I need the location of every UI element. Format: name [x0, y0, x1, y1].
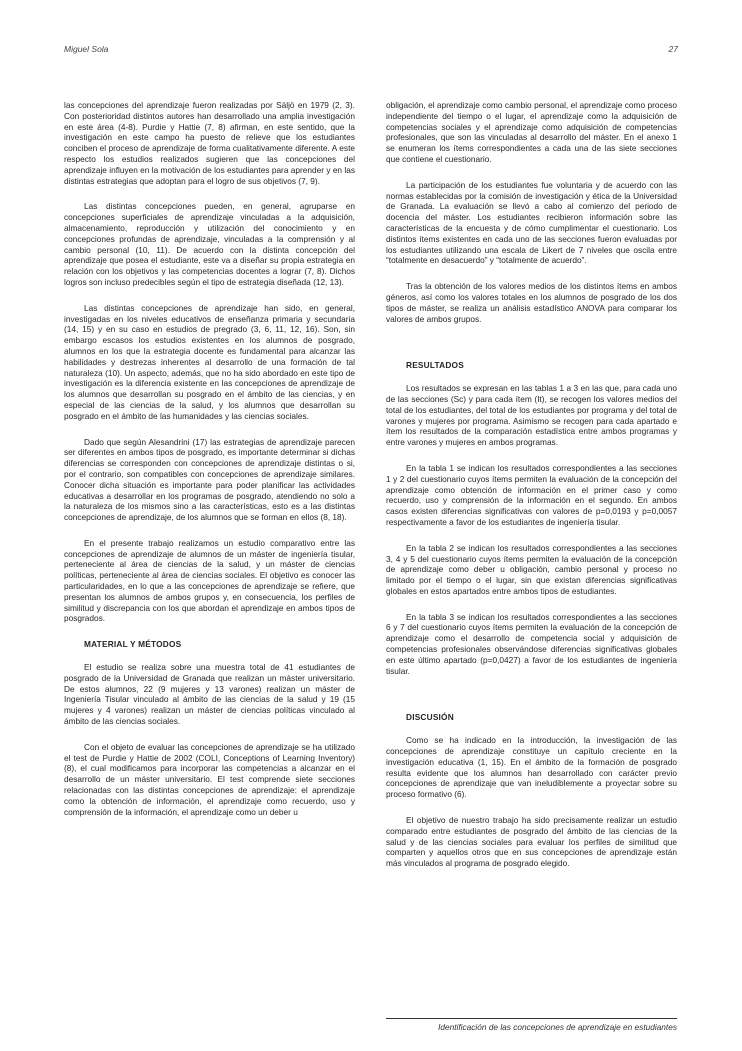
- footer-running-title: Identificación de las concepciones de aprendizaje en estudiantes: [438, 1022, 677, 1032]
- paragraph: En la tabla 1 se indican los resultados correspondientes a las secciones 1 y 2 del cuestionario cuyos ítems permiten la evaluación de la concepción del aprendizaje como obtención de información en el primer caso y como recuerdo, uso y comprensión de la información en el segundo. En ambos casos existen diferencias significativas con valores de p=0,0193 y p=0,0057 respectivamente a favor de los estudiantes de ingeniería tisular.: [386, 462, 677, 527]
- section-heading-discussion: DISCUSIÓN: [406, 712, 454, 723]
- paragraph: Como se ha indicado en la introducción, la investigación de las concepciones de aprendizaje constituye un capítulo creciente en la investigación educativa (1, 15). En el ámbito de la formación de posgrado resulta evidente que los alumnos han desarrollado con carácter previo concepciones de aprendizaje que van ineludiblemente a proyectar sobre su proceso formativo (6).: [386, 735, 677, 800]
- paragraph: Dado que según Alesandrini (17) las estrategias de aprendizaje parecen ser diferentes en ambos tipos de posgrado, es importante determinar si dichas diferencias se corresponden con concepciones de aprendizaje distintas o si, por el contrario, son compatibles con concepciones de aprendizaje similares. Conocer dicha situación es importante para poder planificar las actividades educativas a desarrollar en los programas de posgrado, atendiendo no solo a la naturaleza de los mismos sino a las características, esto es a las distintas concepciones de aprendizaje, de los alumnos que se forman en ellos (8, 18).: [64, 436, 355, 523]
- paragraph: El objetivo de nuestro trabajo ha sido precisamente realizar un estudio comparado entre estudiantes de posgrado del ámbito de las ciencias de la salud y de las ciencias sociales para evaluar los perfiles de similitud que comparten y aquellos otros que en sus concepciones de aprendizaje están más vinculados al programa de posgrado elegido.: [386, 815, 677, 869]
- paragraph: Con el objeto de evaluar las concepciones de aprendizaje se ha utilizado el test de Purdie y Hattie de 2002 (COLI, Conceptions of Learning Inventory) (8), el cual modificamos para incorporar las competencias a alcanzar en el desarrollo de un máster universitario. El test comprende siete secciones relacionadas con las distintas concepciones de aprendizaje: el aprendizaje como la obtención de información, el aprendizaje como recuerdo, uso y comprensión de la información, el aprendizaje como un deber u: [64, 741, 355, 817]
- header-author: Miguel Sola: [64, 44, 109, 54]
- paragraph: Las distintas concepciones de aprendizaje han sido, en general, investigadas en los niveles educativos de enseñanza primaria y secundaria (14, 15) y en su caso en estudios de pregrado (3, 6, 11, 12, 16). Son, sin embargo escasos los estudios existentes en los alumnos de posgrado, alumnos en los que la estrategia docente es fundamental para alcanzar las habilidades y destrezas inherentes al desarrollo de una formación de tal naturaleza (10). Un aspecto, además, que no ha sido abordado en este tipo de investigación es la diferencia existente en las concepciones de aprendizaje de los alumnos que desarrollan su posgrado en el ámbito de las ciencias, y en especial de las ciencias de la salud, y los alumnos que desarrollan su posgrado en el ámbito de las humanidades y las ciencias sociales.: [64, 302, 355, 421]
- paragraph: las concepciones del aprendizaje fueron realizadas por Säljö en 1979 (2, 3). Con posterioridad distintos autores han desarrollado una amplia investigación en este área (4-8). Purdie y Hattie (7, 8) afirman, en este sentido, que la investigación en este campo ha puesto de relieve que los estudiantes conciben el proceso de aprendizaje de forma cualitativamente diferente. A este respecto los estudios realizados sugieren que las concepciones del aprendizaje influyen en la motivación de los estudiantes para aprender y en las distintas estrategias que adoptan para el logro de sus objetivos (7, 9).: [64, 100, 355, 186]
- section-heading-methods: MATERIAL Y MÉTODOS: [84, 639, 182, 650]
- footer-divider: [386, 1018, 677, 1019]
- left-column: [64, 100, 355, 832]
- section-heading-results: RESULTADOS: [406, 360, 464, 371]
- paragraph: En la tabla 2 se indican los resultados correspondientes a las secciones 3, 4 y 5 del cuestionario cuyos ítems permiten la evaluación de la concepción de aprendizaje como deber u obligación, cambio personal y proceso no limitado por el tiempo o el lugar, sin que existan diferencias significativas globales en estos apartados entre ambos tipos de estudiantes.: [386, 542, 677, 596]
- header-page-number: 27: [668, 44, 678, 54]
- paragraph: En el presente trabajo realizamos un estudio comparativo entre las concepciones de aprendizaje de alumnos de un máster de ingeniería tisular, perteneciente al área de ciencias de la salud, y un máster de ciencias políticas, perteneciente al área de ciencias sociales. El objetivo es conocer las particularidades, en lo que a las concepciones de aprendizaje se refiere, que presentan los alumnos de ambos grupos y, en consecuencia, los perfiles de similitud y discrepancia con los que abordan el aprendizaje en ambos tipos de posgrados.: [64, 537, 355, 624]
- paragraph: obligación, el aprendizaje como cambio personal, el aprendizaje como proceso independiente del tiempo o el lugar, el aprendizaje como la adquisición de competencias sociales y el aprendizaje como adquisición de competencias profesionales, que son las vinculadas al desarrollo del máster. En el anexo 1 se enumeran los ítems correspondientes a cada una de las siete secciones que contiene el cuestionario.: [386, 100, 677, 164]
- paragraph: En la tabla 3 se indican los resultados correspondientes a las secciones 6 y 7 del cuestionario cuyos ítems permiten la evaluación de la concepción de aprendizaje como el desarrollo de competencia social y adquisición de competencias profesionales observándose diferencias significativas globales en este último apartado (p=0,0427) a favor de los estudiantes de ingeniería tisular.: [386, 611, 677, 676]
- paragraph: Las distintas concepciones pueden, en general, agruparse en concepciones superficiales de aprendizaje vinculadas a la adquisición, almacenamiento, reproducción y utilización del conocimiento y en concepciones profundas de aprendizaje, vinculadas a la comprensión y al cambio personal (10, 11). De acuerdo con la distinta concepción del aprendizaje que posea el estudiante, este va a diseñar su propia estrategia en relación con los objetivos y las competencias docentes a lograr (7, 8). Dichos logros son incluso predecibles según el tipo de estrategia diseñada (12, 13).: [64, 201, 355, 287]
- paragraph: La participación de los estudiantes fue voluntaria y de acuerdo con las normas establecidas por la comisión de investigación y ética de la Universidad de Granada. La evaluación se llevó a cabo al comienzo del periodo de docencia del máster. Los estudiantes recibieron información sobre las características de la encuesta y de cómo cumplimentar el cuestionario. Los distintos ítems existentes en cada uno de las secciones fueron evaluadas por los estudiantes utilizando una escala de Likert de 7 niveles que oscila entre “totalmente en desacuerdo” y “totalmente de acuerdo”.: [386, 179, 677, 266]
- paragraph: Tras la obtención de los valores medios de los distintos ítems en ambos géneros, así como los valores totales en los alumnos de posgrado de los dos tipos de máster, se realiza un análisis estadístico ANOVA para comparar los valores de ambos grupos.: [386, 281, 677, 324]
- page-header: [64, 44, 678, 54]
- right-column: [386, 100, 677, 884]
- paragraph: Los resultados se expresan en las tablas 1 a 3 en las que, para cada uno de las secciones (Sc) y para cada ítem (It), se recogen los valores medios del total de los estudiantes, del total de los estudiantes por programa y del total de varones y mujeres por programa. Asimismo se recogen para cada apartado e ítem los resultados de la comparación estadística entre ambos programas y entre varones y mujeres en ambos programas.: [386, 383, 677, 448]
- paragraph: El estudio se realiza sobre una muestra total de 41 estudiantes de posgrado de la Universidad de Granada que realizan un máster universitario. De estos alumnos, 22 (9 mujeres y 13 varones) realizan un máster de Ingeniería Tisular vinculado al ámbito de las ciencias de la salud y 19 (15 mujeres y 4 varones) realizan un máster de ciencias políticas vinculado al ámbito de las ciencias sociales.: [64, 662, 355, 727]
